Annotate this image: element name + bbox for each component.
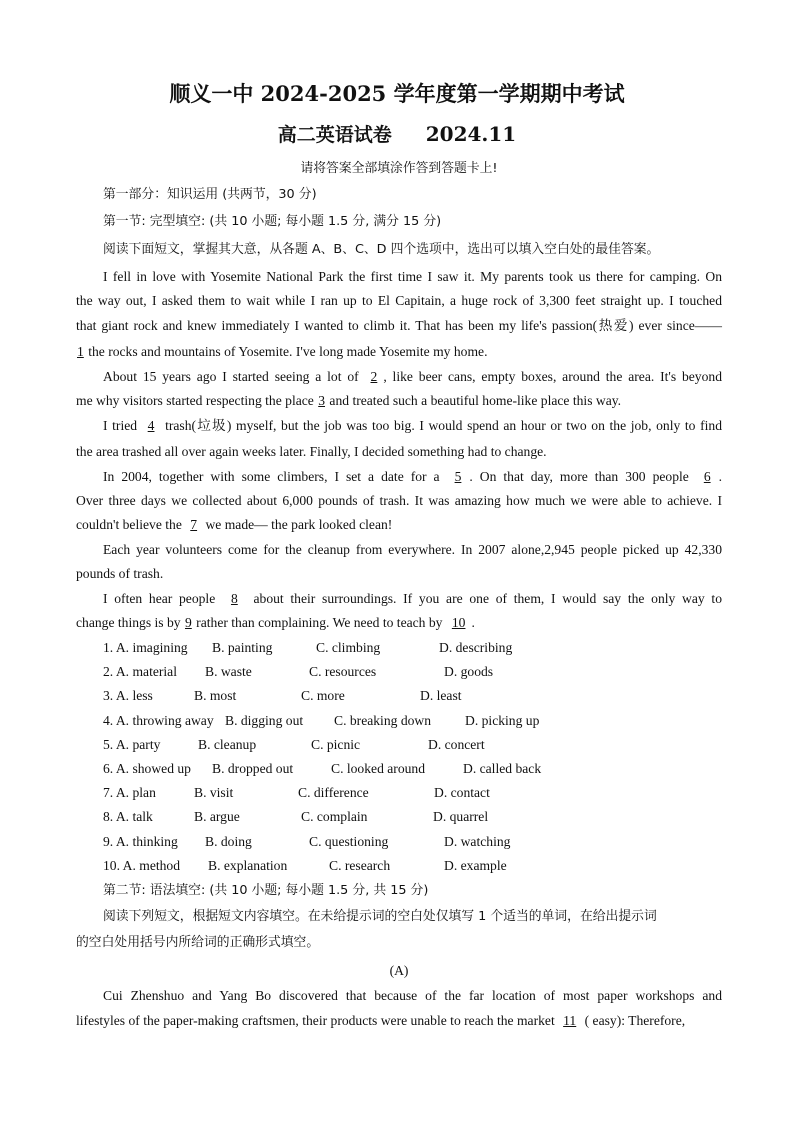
blank-10: 10 [451,615,466,630]
passage-line: pounds of trash. [76,566,164,581]
passage-text: rather than complaining. We need to teach by [192,615,446,630]
passage-text: change things is by [76,615,184,630]
question-option-d: D. concert [428,736,485,752]
section2-instruction: 的空白处用括号内所给词的正确形式填空。 [76,935,320,950]
passage-line: Over three days we collected about 6,000 pounds of trash. It was amazing how much we were able to achieve. I [76,493,722,508]
passage-text: and treated such a beautiful home-like place this way. [326,393,622,408]
passage-text: me why visitors started respecting the place [76,393,318,408]
blank-3: 3 [318,393,326,408]
exam-subtitle [0,120,794,147]
question-option-c: C. resources [309,664,377,680]
question-option-b: B. visit [194,785,234,801]
passage-line [76,614,722,632]
question-option-d: D. watching [444,833,511,849]
question-option-b: B. digging out [225,712,304,728]
question-option-b: B. explanation [208,857,288,873]
question-option-b: B. waste [205,664,252,680]
blank-7: 7 [190,517,198,532]
question-option-a: 9. A. thinking [103,833,178,849]
question-option-c: C. picnic [311,736,361,752]
section2-instruction: 阅读下列短文，根据短文内容填空。在未给提示词的空白处仅填写 1 个适当的单词，在给出提示词 [103,909,657,924]
blank-9: 9 [184,615,192,630]
passage-text: In 2004, together with some climbers, I set a date for a [103,469,447,484]
question-option-d: D. quarrel [433,809,489,825]
question-option-d: D. describing [439,640,513,655]
question-option-b: B. cleanup [198,736,257,752]
passage-text: . On that day, more than 300 people [469,469,696,484]
question-option-b: B. argue [194,809,240,825]
passage-text: About 15 years ago I started seeing a lot of [103,369,365,384]
question-option-c: C. questioning [309,833,389,849]
part1-heading: 第一部分：知识运用 (共两节，30 分) [103,187,317,202]
passage-line [103,590,722,608]
question-option-b: B. doing [205,833,252,849]
section1-heading: 第一节: 完型填空: (共 10 小题; 每小题 1.5 分, 满分 15 分) [103,214,442,229]
blank-2: 2 [370,369,378,384]
question-option-d: D. least [420,688,462,704]
question-option-c: C. breaking down [334,712,432,728]
passage-line [76,516,722,534]
question-option-c: C. more [301,688,345,704]
blank-1: 1 [77,344,84,359]
question-option-c: C. looked around [331,761,426,776]
passage-text: the rocks and mountains of Yosemite. I've long made Yosemite my home. [84,344,488,359]
passage-line [103,468,722,486]
question-option-b: B. dropped out [212,761,294,776]
question-option-c: C. difference [298,785,369,801]
question-option-b: B. most [194,688,237,704]
passage-label: (A) [389,963,409,978]
passage-text: about their surroundings. If you are one of them, I would say the only way to [246,591,722,606]
blank-5: 5 [454,469,462,484]
passage-text: , like beer cans, empty boxes, around the area. It's beyond [383,369,722,384]
instruction: 请将答案全部填涂作答到答题卡上! [300,161,498,176]
passage-text: ( easy): Therefore, [581,1013,686,1028]
question-option-a: 10. A. method [103,857,181,873]
passage-text: I tried [103,418,142,433]
question-option-d: D. called back [463,761,542,776]
question-option-a: 5. A. party [103,736,161,752]
section1-instruction: 阅读下面短文，掌握其大意，从各题 A、B、C、D 四个选项中，选出可以填入空白处的最佳答案。 [103,242,660,257]
question-option-b: B. painting [212,640,273,655]
blank-8: 8 [230,591,238,606]
passage-line [76,343,722,361]
question-option-a: 1. A. imagining [103,640,188,655]
passage-line [76,392,722,410]
section2-heading: 第二节: 语法填空: (共 10 小题; 每小题 1.5 分, 共 15 分) [103,883,429,898]
exam-title: 顺义一中 2024-2025 学年度第一学期期中考试 [169,81,625,106]
passage-text: couldn't believe the [76,517,186,532]
passage-text: . [718,469,723,484]
question-option-a: 7. A. plan [103,785,156,801]
question-option-d: D. example [444,857,507,873]
passage-line [76,1012,722,1030]
passage-line: that giant rock and knew immediately I wanted to climb it. That has been my life's passion(热爱) ever since—— [76,318,722,333]
passage-line: the way out, I asked them to wait while I ran up to El Capitain, a huge rock of 3,300 feet straight up. I touched [76,293,722,308]
question-option-a: 2. A. material [103,664,177,680]
passage-line: the area trashed all over again weeks later. Finally, I decided something had to change. [76,444,547,459]
passage-text: trash(垃圾) myself, but the job was too big. I would spend an hour or two on the job, only to find [160,418,722,433]
blank-11: 11 [563,1013,577,1028]
passage-line [103,417,722,435]
question-option-d: D. contact [434,785,490,801]
passage-line: I fell in love with Yosemite National Park the first time I saw it. My parents took us there for camping. On [103,269,722,284]
passage-line [103,368,722,386]
passage-text: I often hear people [103,591,222,606]
passage-text: we made— the park looked clean! [202,517,393,532]
passage-line: Each year volunteers come for the cleanup from everywhere. In 2007 alone,2,945 people picked up 42,330 [103,542,722,557]
passage-text: . [471,615,475,630]
question-option-c: C. climbing [316,640,381,655]
question-option-a: 3. A. less [103,688,153,704]
question-option-c: C. research [329,857,391,873]
question-option-a: 4. A. throwing away [103,712,214,728]
passage-text: lifestyles of the paper-making craftsmen, their products were unable to reach the market [76,1013,559,1028]
exam-date: 2024.11 [425,122,517,146]
passage-line: Cui Zhenshuo and Yang Bo discovered that because of the far location of most paper workshops and [103,988,722,1003]
question-option-d: D. goods [444,664,494,680]
blank-6: 6 [703,469,711,484]
question-option-a: 6. A. showed up [103,761,191,776]
blank-4: 4 [147,418,155,433]
question-option-d: D. picking up [465,712,540,728]
question-option-c: C. complain [301,809,368,825]
question-option-a: 8. A. talk [103,809,153,825]
subject-label: 高二英语试卷 [277,124,392,146]
